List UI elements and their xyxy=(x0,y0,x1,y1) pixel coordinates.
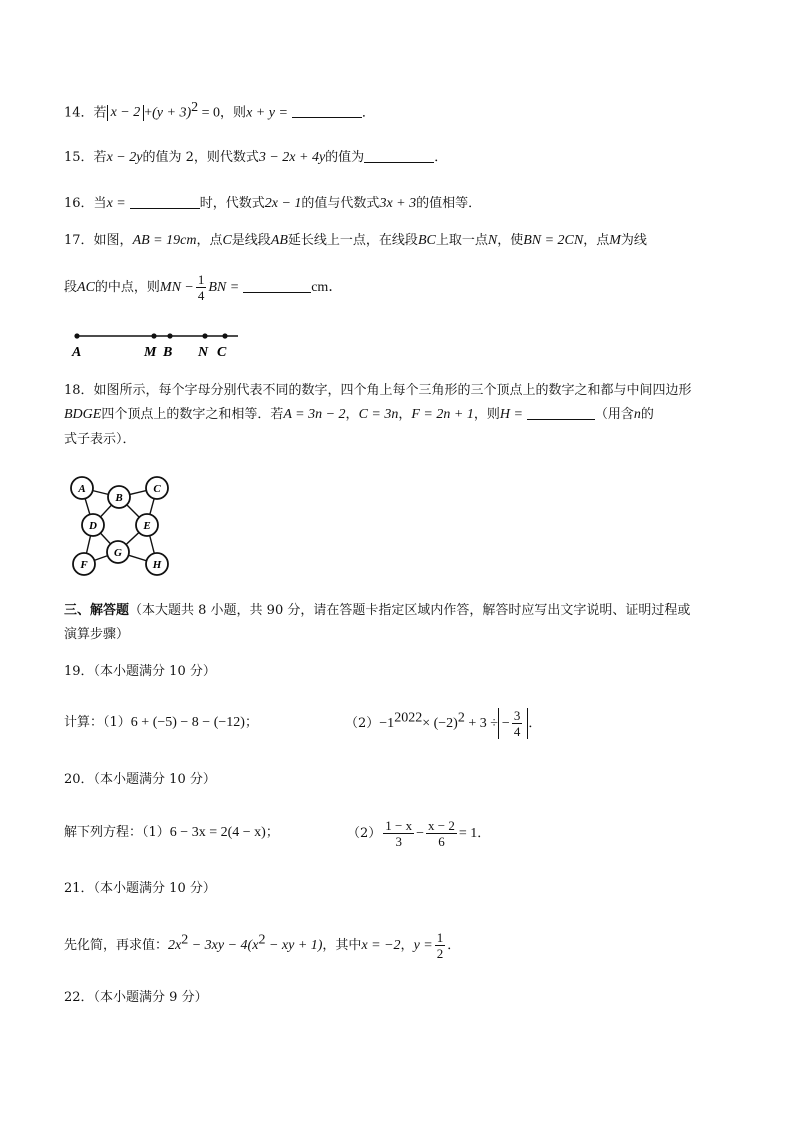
q17-segment-figure xyxy=(66,326,246,362)
q17-number: 17． xyxy=(64,233,94,248)
section-3-title: 三、解答题 xyxy=(64,603,130,618)
node-label-f: F xyxy=(80,559,88,571)
q16-number: 16． xyxy=(64,196,94,211)
label-a: A xyxy=(72,345,82,360)
question-19-heading: 19．（本小题满分 10 分） xyxy=(64,664,216,679)
q18-answer-blank xyxy=(527,405,595,420)
q16-answer-blank xyxy=(130,194,200,209)
node-label-g: G xyxy=(114,547,122,559)
q19-expr-1: 6 + (−5) − 8 − (−12) xyxy=(130,715,245,730)
question-20-part-2: （2） $\frac{1 - x}{3}$ − $\frac{x - 2}{6}$ = 1． xyxy=(347,818,491,849)
node-label-d: D xyxy=(89,520,97,532)
question-19-body: 计算：（1）6 + (−5) − 8 − (−12)； xyxy=(64,715,258,730)
question-14: 14．若 $x - 2 +(y + 3)^2 = 0$，则x + y = ． xyxy=(64,100,375,121)
node-label-c: C xyxy=(153,483,161,495)
node-label-h: H xyxy=(152,559,162,571)
q21-fraction: $\frac{1}{2}$ xyxy=(436,930,444,961)
question-17-line-1: 17．如图，AB = 19cm，点C是线段AB延长线上一点，在线段BC上取一点N，使BN = 2CN，点M为线 xyxy=(64,233,647,248)
section-3-description: （本大题共 8 小题，共 90 分，请在答题卡指定区域内作答，解答时应写出文字说明、证明过程或 xyxy=(129,603,691,618)
point-a xyxy=(74,333,79,338)
question-18-line-1: 18．如图所示，每个字母分别代表不同的数字，四个角上每个三角形的三个顶点上的数字之和都与中间四边形 xyxy=(64,383,692,398)
q18-network-figure xyxy=(66,472,178,580)
q20-fraction-1: $\frac{1 - x}{3}$ xyxy=(385,818,413,849)
question-15: 15．若x − 2y的值为 2，则代数式3 − 2x + 4y的值为 ． xyxy=(64,150,448,165)
question-20-heading: 20．（本小题满分 10 分） xyxy=(64,772,216,787)
node-label-a: A xyxy=(78,483,86,495)
question-21-body: 先化简，再求值：$2x^2 - 3xy - 4(x^2$ − xy + 1)，其中x = −2，y = $\frac{1}{2}$ ． xyxy=(64,930,461,961)
question-16: 16．当x = 时，代数式2x − 1的值与代数式3x + 3的值相等． xyxy=(64,196,482,211)
point-c xyxy=(222,333,227,338)
point-b xyxy=(167,333,172,338)
question-20-body: 解下列方程：（1）6 − 3x = 2(4 − x)； xyxy=(64,825,279,840)
q20-equation-1: 6 − 3x = 2(4 − x) xyxy=(169,825,266,840)
question-17-line-2: 段AC的中点，则MN − $\frac{1}{4}$ BN = cm． xyxy=(64,272,343,303)
point-n xyxy=(202,333,207,338)
q15-answer-blank xyxy=(364,148,434,163)
section-3-heading-line-2: 演算步骤） xyxy=(64,627,130,642)
q14-abs-expr: x − 2 xyxy=(107,105,145,121)
q18-number: 18． xyxy=(64,383,94,398)
q19-abs-fraction: − $\frac{3}{4}$ xyxy=(498,708,528,739)
q15-number: 15． xyxy=(64,150,94,165)
label-m: M xyxy=(144,345,157,360)
question-18-line-2: BDGE四个顶点上的数字之和相等．若A = 3n − 2，C = 3n，F = 2n + 1，则H = （用含n的 xyxy=(64,407,654,422)
point-m xyxy=(151,333,156,338)
q14-answer-blank xyxy=(292,103,362,118)
question-18-line-3: 式子表示）． xyxy=(64,432,136,447)
section-3-heading xyxy=(64,601,690,621)
label-c: C xyxy=(217,345,227,360)
node-label-e: E xyxy=(143,520,151,532)
label-b: B xyxy=(163,345,173,360)
question-22-heading: 22．（本小题满分 9 分） xyxy=(64,990,208,1005)
question-21-heading: 21．（本小题满分 10 分） xyxy=(64,881,216,896)
q20-fraction-2: $\frac{x - 2}{6}$ xyxy=(428,818,455,849)
label-n: N xyxy=(198,345,209,360)
q14-number: 14． xyxy=(64,105,94,121)
q17-answer-blank xyxy=(243,278,311,293)
q17-fraction: $\frac{1}{4}$ xyxy=(197,272,205,303)
node-label-b: B xyxy=(115,492,123,504)
question-19-part-2: $(2)-1^{2022}\times (-2)^2 + 3$ ÷ − $\frac{3}{4}$ ． xyxy=(345,708,542,739)
